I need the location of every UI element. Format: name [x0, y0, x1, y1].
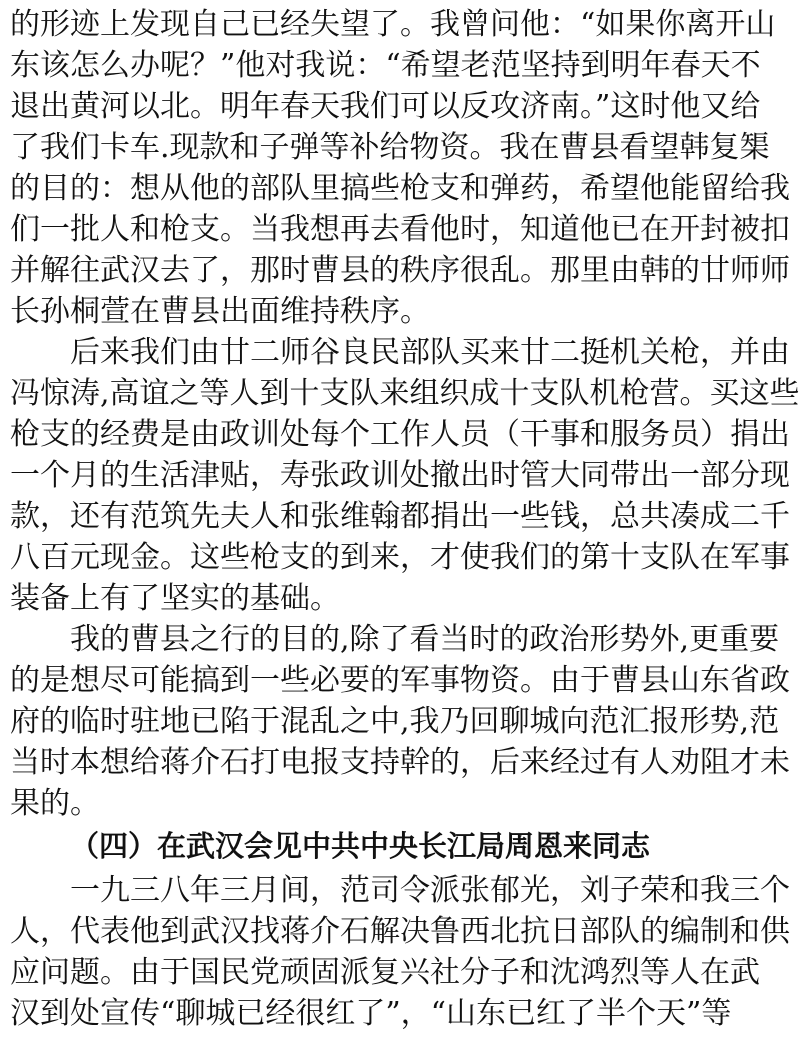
text-line: 我的曹县之行的目的,除了看当时的政治形势外,更重要 [70, 622, 780, 657]
text-line: 的形迹上发现自己已经失望了。我曾问他：“如果你离开山 [10, 7, 776, 42]
section-heading: （四）在武汉会见中共中央长江局周恩来同志 [70, 829, 651, 863]
text-line: 退出黄河以北。明年春天我们可以反攻济南。”这时他又给 [10, 89, 761, 124]
text-line: 应问题。由于国民党顽固派复兴社分子和沈鸿烈等人在武 [10, 955, 760, 990]
text-line: 汉到处宣传“聊城已经很红了”，“山东已红了半个天”等 [10, 996, 732, 1031]
text-line: 的是想尽可能搞到一些必要的军事物资。由于曹县山东省政 [10, 663, 790, 698]
text-line: 人，代表他到武汉找蒋介石解决鲁西北抗日部队的编制和供 [10, 914, 790, 949]
text-line: 长孙桐萱在曹县出面维持秩序。 [10, 294, 430, 329]
text-line: 东该怎么办呢？”他对我说：“希望老范坚持到明年春天不 [10, 48, 761, 83]
text-line: 款，还有范筑先夫人和张维翰都捐出一些钱，总共凑成二千 [10, 499, 790, 534]
text-line: 一九三八年三月间，范司令派张郁光，刘子荣和我三个 [70, 873, 790, 908]
text-line: 并解往武汉去了，那时曹县的秩序很乱。那里由韩的廿师师 [10, 253, 790, 288]
text-line: 当时本想给蒋介石打电报支持幹的，后来经过有人劝阻才未 [10, 745, 790, 780]
text-line: 了我们卡车.现款和子弹等补给物资。我在曹县看望韩复榘 [10, 130, 770, 165]
text-line: 装备上有了坚实的基础。 [10, 581, 340, 616]
text-line: 枪支的经费是由政训处每个工作人员（干事和服务员）捐出 [10, 417, 790, 452]
text-line: 的目的：想从他的部队里搞些枪支和弹药，希望他能留给我 [10, 171, 790, 206]
text-line: 后来我们由廿二师谷良民部队买来廿二挺机关枪，并由 [70, 335, 790, 370]
text-line: 一个月的生活津贴，寿张政训处撤出时管大同带出一部分现 [10, 458, 790, 493]
text-line: 果的。 [10, 786, 100, 821]
text-line: 们一批人和枪支。当我想再去看他时，知道他已在开封被扣 [10, 212, 790, 247]
text-line: 府的临时驻地已陷于混乱之中,我乃回聊城向范汇报形势,范 [10, 704, 780, 739]
text-line: 冯惊涛,高谊之等人到十支队来组织成十支队机枪营。买这些 [10, 376, 800, 411]
text-line: 八百元现金。这些枪支的到来，才使我们的第十支队在军事 [10, 540, 790, 575]
